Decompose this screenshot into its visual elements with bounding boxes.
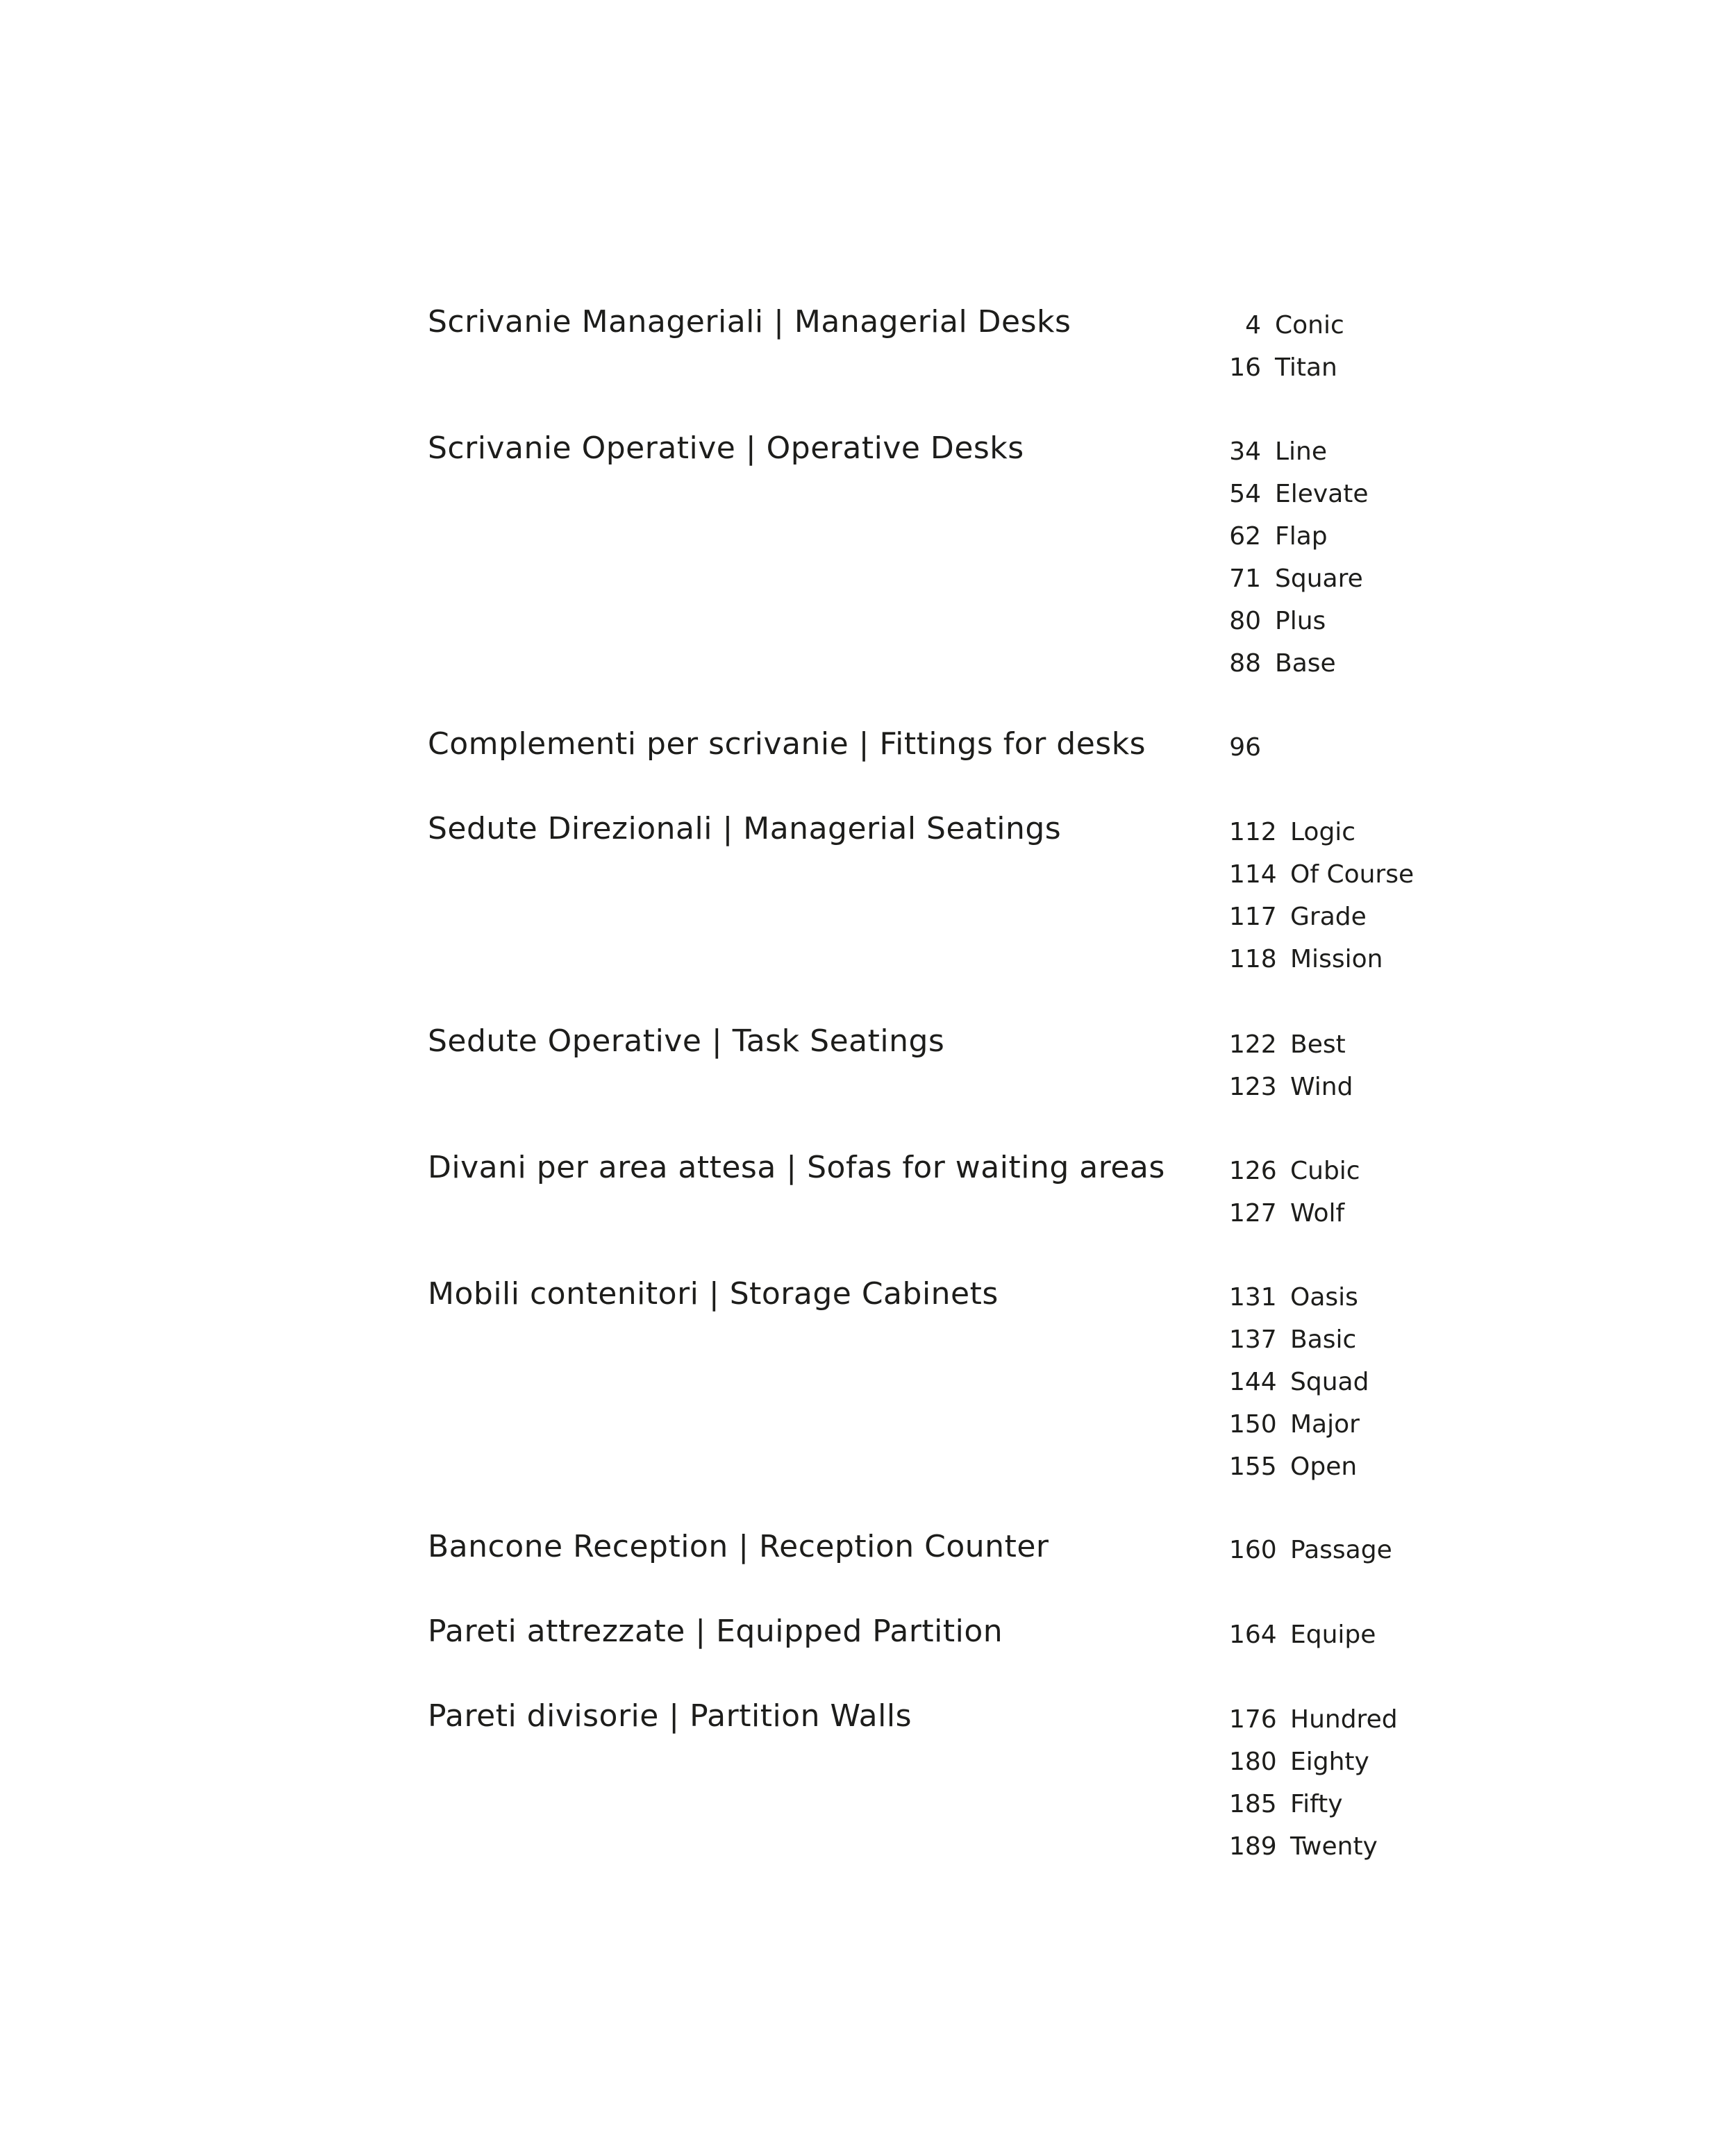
page-number: 180: [1229, 1747, 1277, 1776]
page-number: 54: [1229, 479, 1261, 508]
section-entries: [1229, 1276, 1576, 1488]
product-name: Squad: [1290, 1367, 1369, 1396]
product-name: Passage: [1290, 1535, 1392, 1564]
section-entries: [1229, 1614, 1576, 1656]
product-name: Titan: [1275, 353, 1337, 382]
section-title: Mobili contenitori | Storage Cabinets: [428, 1276, 999, 1312]
toc-section-equipped-partition: [428, 1611, 1608, 1649]
toc-section-task-seatings: [428, 1021, 1608, 1101]
product-name: Grade: [1290, 902, 1367, 931]
product-name: Open: [1290, 1452, 1358, 1481]
toc-entry[interactable]: [1229, 1698, 1576, 1741]
toc-entry[interactable]: [1229, 1825, 1576, 1868]
product-name: Mission: [1290, 944, 1383, 973]
toc-section-managerial-seatings: [428, 808, 1608, 973]
page-number: 117: [1229, 902, 1277, 931]
product-name: Conic: [1275, 310, 1344, 340]
product-name: Logic: [1290, 817, 1356, 846]
toc-entry[interactable]: [1229, 1403, 1576, 1446]
toc-section-sofas: [428, 1147, 1608, 1228]
page-number: 16: [1229, 353, 1261, 382]
section-title: Scrivanie Operative | Operative Desks: [428, 430, 1024, 466]
toc-entry[interactable]: [1229, 304, 1576, 346]
section-title: Pareti divisorie | Partition Walls: [428, 1698, 912, 1734]
toc-entry[interactable]: [1229, 1319, 1576, 1361]
product-name: Elevate: [1275, 479, 1369, 508]
page-number: 185: [1229, 1789, 1277, 1818]
toc-entry[interactable]: [1229, 515, 1576, 558]
page-number: 62: [1229, 521, 1261, 551]
toc-entry[interactable]: [1229, 896, 1576, 938]
page-number: 150: [1229, 1409, 1277, 1439]
section-entries: [1229, 304, 1576, 389]
page-number: 4: [1245, 310, 1261, 340]
section-entries: [1229, 1150, 1576, 1234]
section-title: Scrivanie Manageriali | Managerial Desks: [428, 304, 1071, 340]
product-name: Flap: [1275, 521, 1328, 551]
page-number: 96: [1229, 733, 1261, 762]
product-name: Eighty: [1290, 1747, 1369, 1776]
section-entries: [1229, 1023, 1576, 1108]
page-number: 144: [1229, 1367, 1277, 1396]
product-name: Basic: [1290, 1325, 1357, 1354]
section-entries: [1229, 1529, 1576, 1571]
page-number: 131: [1229, 1282, 1277, 1312]
toc-section-storage-cabinets: [428, 1273, 1608, 1481]
page-number: 122: [1229, 1030, 1277, 1059]
product-name: Major: [1290, 1409, 1360, 1439]
page-number: 189: [1229, 1832, 1277, 1861]
section-title: Divani per area attesa | Sofas for waiting areas: [428, 1150, 1165, 1185]
toc-entry[interactable]: [1229, 1066, 1576, 1108]
toc-entry[interactable]: [1229, 1614, 1576, 1656]
product-name: Twenty: [1290, 1832, 1378, 1861]
toc-entry[interactable]: [1229, 1023, 1576, 1066]
section-entries: [1229, 811, 1576, 980]
product-name: Equipe: [1290, 1620, 1376, 1649]
toc-entry[interactable]: [1229, 600, 1576, 642]
page-number: 112: [1229, 817, 1277, 846]
toc-section-operative-desks: [428, 428, 1608, 678]
toc-section-partition-walls: [428, 1696, 1608, 1861]
section-entries: [1229, 430, 1576, 685]
toc-entry[interactable]: [1229, 811, 1576, 853]
toc-entry[interactable]: [1229, 1192, 1576, 1234]
product-name: Hundred: [1290, 1705, 1398, 1734]
page-number: 160: [1229, 1535, 1277, 1564]
page-number: 80: [1229, 606, 1261, 635]
toc-entry[interactable]: [1229, 1276, 1576, 1319]
toc-entry[interactable]: [1229, 642, 1576, 685]
product-name: Cubic: [1290, 1156, 1360, 1185]
toc-entry[interactable]: [1229, 938, 1576, 980]
toc-section-managerial-desks: [428, 301, 1608, 382]
page-number: 71: [1229, 564, 1261, 593]
product-name: Fifty: [1290, 1789, 1343, 1818]
page-number: 164: [1229, 1620, 1277, 1649]
page-number: 126: [1229, 1156, 1277, 1185]
page-number: 118: [1229, 944, 1277, 973]
page-number: 88: [1229, 648, 1261, 678]
page-number: 123: [1229, 1072, 1277, 1101]
section-entries: [1229, 726, 1576, 769]
toc-entry[interactable]: [1229, 1446, 1576, 1488]
section-title: Complementi per scrivanie | Fittings for desks: [428, 726, 1146, 762]
toc-entry[interactable]: [1229, 346, 1576, 389]
section-entries: [1229, 1698, 1576, 1868]
section-title: Sedute Operative | Task Seatings: [428, 1023, 945, 1059]
toc-entry[interactable]: [1229, 1741, 1576, 1783]
toc-entry[interactable]: [1229, 1783, 1576, 1825]
page-number: 127: [1229, 1198, 1277, 1228]
page-number: 34: [1229, 437, 1261, 466]
product-name: Wind: [1290, 1072, 1353, 1101]
toc-entry[interactable]: [1229, 726, 1576, 769]
page-number: 114: [1229, 860, 1277, 889]
toc-entry[interactable]: [1229, 1529, 1576, 1571]
product-name: Wolf: [1290, 1198, 1345, 1228]
product-name: Base: [1275, 648, 1336, 678]
toc-entry[interactable]: [1229, 430, 1576, 473]
toc-section-fittings-for-desks: [428, 723, 1608, 762]
page-number: 155: [1229, 1452, 1277, 1481]
product-name: Of Course: [1290, 860, 1414, 889]
toc-section-reception-counter: [428, 1526, 1608, 1564]
toc-entry[interactable]: [1229, 853, 1576, 896]
section-title: Sedute Direzionali | Managerial Seatings: [428, 811, 1062, 846]
page-number: 137: [1229, 1325, 1277, 1354]
product-name: Square: [1275, 564, 1363, 593]
page-number: 176: [1229, 1705, 1277, 1734]
section-title: Pareti attrezzate | Equipped Partition: [428, 1614, 1003, 1649]
toc-entry[interactable]: [1229, 473, 1576, 515]
toc-entry[interactable]: [1229, 1361, 1576, 1403]
toc-entry[interactable]: [1229, 1150, 1576, 1192]
product-name: Line: [1275, 437, 1328, 466]
section-title: Bancone Reception | Reception Counter: [428, 1529, 1049, 1564]
product-name: Plus: [1275, 606, 1326, 635]
product-name: Best: [1290, 1030, 1346, 1059]
product-name: Oasis: [1290, 1282, 1358, 1312]
toc-entry[interactable]: [1229, 558, 1576, 600]
